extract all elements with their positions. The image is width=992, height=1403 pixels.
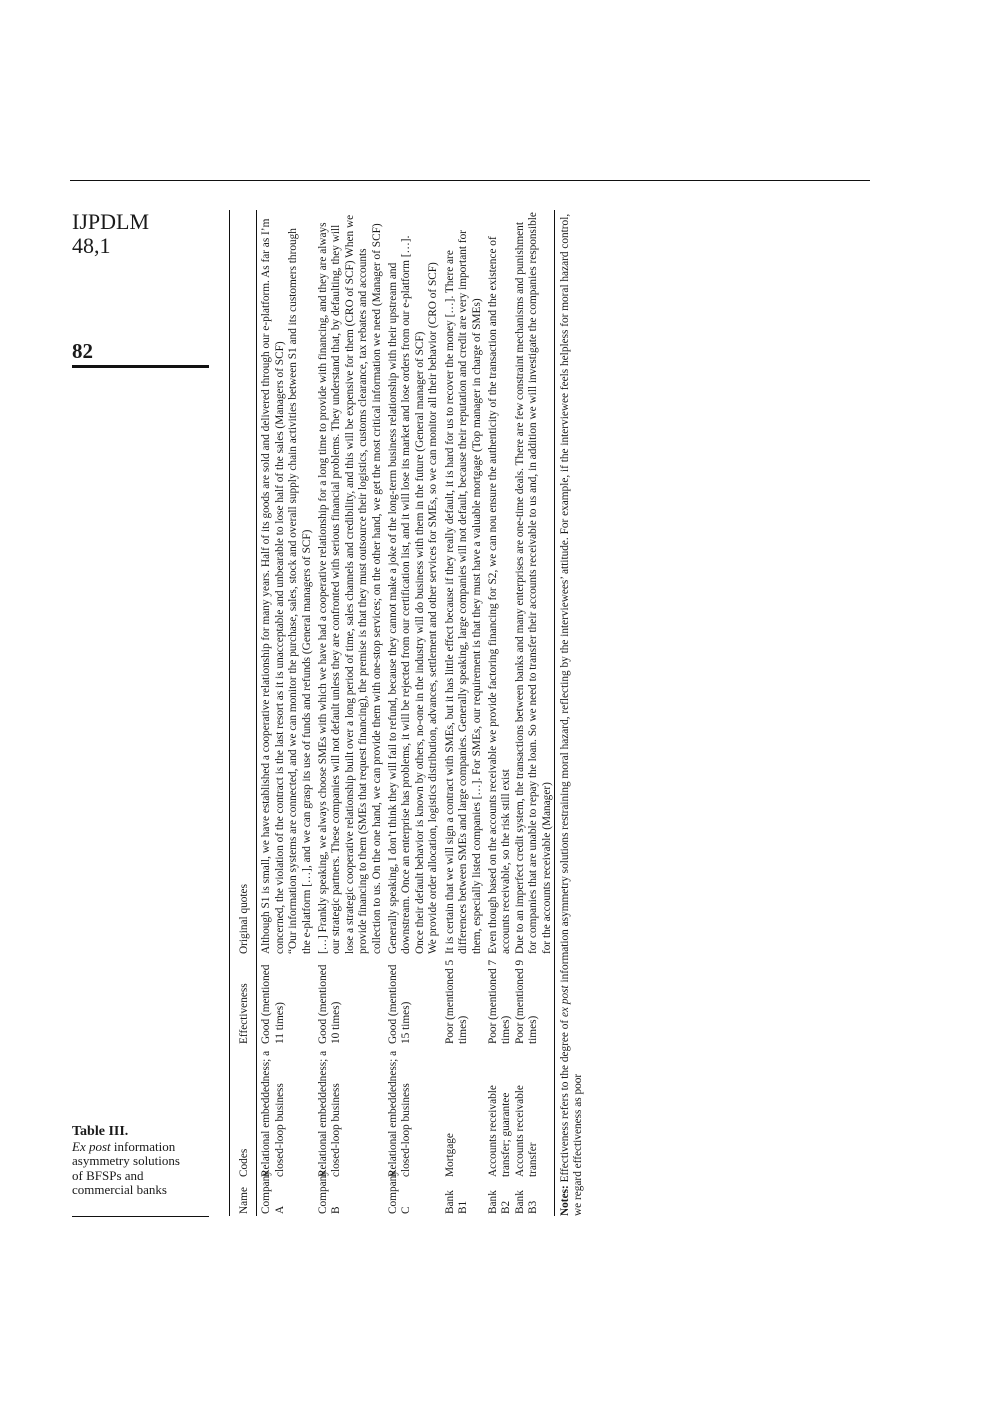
table-row [257, 210, 314, 1216]
table-row [514, 210, 555, 1216]
caption-line-3: of BFSPs and [72, 1167, 144, 1183]
journal-volume: 48,1 [72, 233, 111, 258]
cell-effectiveness: Good (mentioned 15 times) [387, 964, 413, 1044]
table-row [441, 210, 484, 1216]
quote: […] Frankly speaking, we always choose SMEs with which we have had a cooperative relationship for a long time to provide with financing, and they are always our strategic partners. These companies will not default unless they are confronted with serious financial problems. They understand that, by defaulting, they will lose a strategic cooperative relationship built over a long period of time, sales channels and credibility, and this will be expensive for them (CRO of SCF) When we provide financing to them (SMEs that request financing), the premise is that they must outsource their logistics, customs clearance, tax rebates and accounts collection to us. On the one hand, we can provide them with one-stop services; on the other hand, we get the most critical information we need (Manager of SCF) [317, 214, 383, 954]
header-codes: Codes [238, 1148, 250, 1177]
cell-effectiveness: Good (mentioned 11 times) [260, 964, 286, 1044]
cell-quotes [514, 210, 555, 956]
cell-quotes [314, 210, 384, 956]
notes-text-after: information asymmetry solutions restraining moral hazard, reflecting by the interviewees’ attitude. For example, if the interviewee feels helpless for moral hazard control, we regard effectiveness as poor [558, 213, 585, 1216]
cell-codes: Relational embeddedness; a closed-loop business [317, 1050, 343, 1177]
journal-header [72, 210, 149, 258]
quote: Generally speaking, I don’t think they will fail to refund, because they cannot make a joke of the long-term business relationship with their upstream and downstream. Once an enterprise has problems, it will be rejected from our certification list, and it will lose its market and lose orders from our e-platform […]. Once their default behavior is known by others, no-one in the industry will do business with them in the future (General manager of SCF) [387, 235, 426, 954]
table-row [484, 210, 514, 1216]
cell-quotes [384, 210, 441, 956]
cell-effectiveness: Poor (mentioned 7 times) [486, 959, 513, 1044]
cell-quotes [257, 210, 314, 956]
cell-quotes [484, 210, 514, 956]
notes-italic: ex post [558, 985, 571, 1018]
quote: “Our information systems are connected, and we can monitor the purchase, sales, stock and overall supply chain activities between S1 and its customers through the e-platform […], and we can grasp its use of funds and refunds (General managers of SCF) [287, 228, 313, 954]
quote: Due to an imperfect credit system, the transactions between banks and many enterprises are one-time deals. There are few constraint mechanisms and punishment for companies that are unable to repay the loan. So we need to transfer their accounts receivable to us and, in addition we will investigate the companies responsible for the accounts receivable (Manager) [513, 212, 553, 954]
table-row [384, 210, 441, 1216]
caption-line-2: asymmetry solutions [72, 1153, 180, 1168]
rotated-table-container [229, 210, 883, 1216]
quote: It is certain that we will sign a contract with SMEs, but it has little effect because if they really default, it is hard for us to recover the money […]. There are differences between SMEs and large companies. Generally speaking, large companies will not default, because their reputation and credit are very important for them, especially listed companies […]. For SMEs, our requirement is that they must have a valuable mortgage (Top manager in charge of SMEs) [443, 230, 483, 954]
caption-line-4: commercial banks [72, 1182, 167, 1197]
caption-line-1-rest: information [110, 1138, 176, 1154]
table-header-row [230, 210, 257, 1216]
cell-name: Bank B3 [513, 1190, 540, 1214]
notes-text-before: Effectiveness refers to the degree of [558, 1017, 571, 1186]
header-name: Name [238, 1187, 250, 1214]
quote: We provide order allocation, logistics distribution, advances, settlement and other services for SMEs, so we can monitor all their behavior (CRO of SCF) [427, 262, 440, 954]
cell-quotes [441, 210, 484, 956]
cell-name: Bank B1 [443, 1190, 470, 1214]
quote: Although S1 is small, we have established a cooperative relationship for many years. Half of its goods are sold and delivered through our e-platform. As far as I’m concerned, the violation of the contract is the last resort as it is unacceptable and unbearable to lose half of the sales (Managers of SCF) [260, 218, 286, 954]
caption-italic: Ex post [72, 1138, 111, 1154]
table-row [314, 210, 384, 1216]
cell-codes: Accounts receivable transfer; guarantee [486, 1085, 513, 1177]
cell-name: Company B [317, 1170, 343, 1214]
cell-name: Company A [260, 1170, 286, 1214]
cell-codes: Mortgage [443, 1133, 456, 1177]
table-notes [559, 210, 586, 1216]
page-number: 82 [72, 339, 93, 363]
quote: Even though based on the accounts receivable we provide factoring financing for S2, we can nou ensure the authenticity of the transaction and the existence of accounts receivable, so the risk still exist [486, 236, 513, 954]
quotes-table [229, 210, 555, 1216]
header-effectiveness: Effectiveness [238, 983, 250, 1044]
cell-codes: Accounts receivable transfer [513, 1085, 540, 1177]
notes-label: Notes: [558, 1185, 571, 1216]
cell-effectiveness: Poor (mentioned 5 times) [443, 959, 470, 1044]
caption-title: Table III. [72, 1124, 129, 1139]
caption-line-1 [72, 1140, 209, 1155]
cell-codes: Relational embeddedness; a closed-loop business [387, 1050, 413, 1177]
cell-name: Bank B2 [486, 1190, 513, 1214]
cell-codes: Relational embeddedness; a closed-loop business [260, 1050, 286, 1177]
journal-name: IJPDLM [72, 209, 150, 234]
page-number-rule [72, 365, 209, 368]
cell-name: Company C [387, 1170, 413, 1214]
table-caption [72, 1125, 209, 1198]
cell-effectiveness: Good (mentioned 10 times) [317, 964, 343, 1044]
header-quotes: Original quotes [238, 884, 250, 954]
top-rule [70, 180, 870, 181]
caption-rule [72, 1216, 209, 1217]
cell-effectiveness: Poor (mentioned 9 times) [513, 959, 540, 1044]
